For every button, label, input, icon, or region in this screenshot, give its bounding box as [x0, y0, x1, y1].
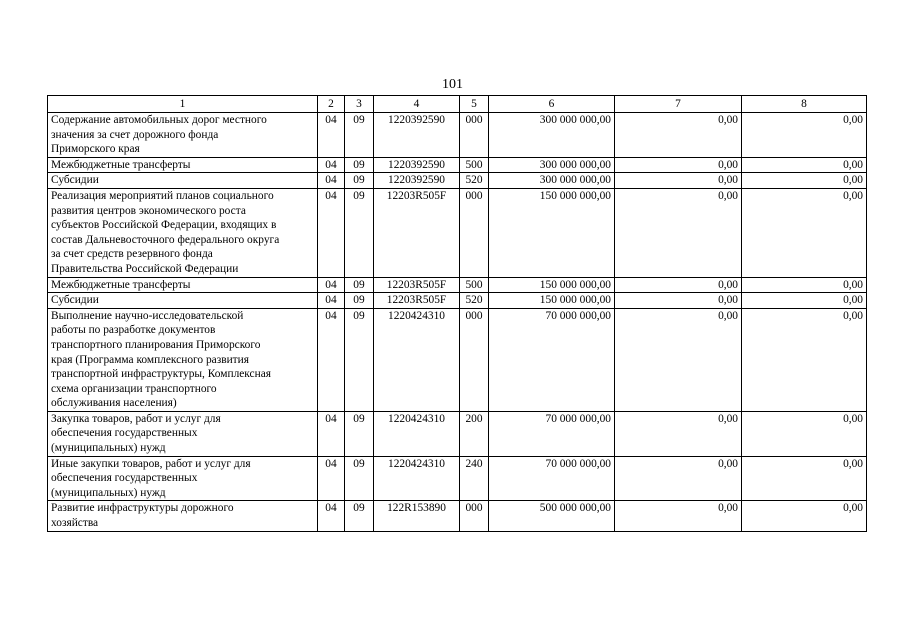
column-header: 3: [345, 96, 374, 113]
amount-cell: 0,00: [742, 501, 867, 531]
expense-type-cell: 240: [460, 456, 489, 501]
section-code-cell: 04: [318, 188, 345, 277]
target-article-cell: 1220392590: [374, 173, 460, 189]
amount-cell: 0,00: [742, 308, 867, 411]
subsection-code-cell: 09: [345, 293, 374, 309]
subsection-code-cell: 09: [345, 173, 374, 189]
target-article-cell: 12203R505F: [374, 277, 460, 293]
amount-cell: 0,00: [742, 456, 867, 501]
amount-cell: 0,00: [615, 411, 742, 456]
budget-table: [47, 95, 867, 532]
column-header: 6: [489, 96, 615, 113]
amount-cell: 300 000 000,00: [489, 113, 615, 158]
expense-type-cell: 000: [460, 501, 489, 531]
column-header: 2: [318, 96, 345, 113]
amount-cell: 0,00: [615, 293, 742, 309]
target-article-cell: 12203R505F: [374, 188, 460, 277]
amount-cell: 0,00: [742, 411, 867, 456]
amount-cell: 70 000 000,00: [489, 411, 615, 456]
target-article-cell: 1220392590: [374, 113, 460, 158]
table-body: [48, 113, 867, 532]
target-article-cell: 1220424310: [374, 411, 460, 456]
amount-cell: 70 000 000,00: [489, 308, 615, 411]
row-name-cell: Закупка товаров, работ и услуг для обеспечения государственных (муниципальных) нужд: [48, 411, 318, 456]
expense-type-cell: 520: [460, 293, 489, 309]
amount-cell: 0,00: [742, 113, 867, 158]
section-code-cell: 04: [318, 173, 345, 189]
row-name-cell: Содержание автомобильных дорог местного значения за счет дорожного фонда Приморского края: [48, 113, 318, 158]
column-header: 8: [742, 96, 867, 113]
column-header: 1: [48, 96, 318, 113]
expense-type-cell: 000: [460, 188, 489, 277]
subsection-code-cell: 09: [345, 113, 374, 158]
column-header: 4: [374, 96, 460, 113]
expense-type-cell: 200: [460, 411, 489, 456]
table-row: [48, 173, 867, 189]
amount-cell: 0,00: [615, 157, 742, 173]
expense-type-cell: 500: [460, 277, 489, 293]
amount-cell: 0,00: [615, 308, 742, 411]
table-row: [48, 501, 867, 531]
section-code-cell: 04: [318, 501, 345, 531]
amount-cell: 0,00: [742, 188, 867, 277]
amount-cell: 150 000 000,00: [489, 277, 615, 293]
target-article-cell: 1220392590: [374, 157, 460, 173]
amount-cell: 0,00: [615, 501, 742, 531]
amount-cell: 0,00: [615, 188, 742, 277]
row-name-cell: Субсидии: [48, 173, 318, 189]
section-code-cell: 04: [318, 293, 345, 309]
amount-cell: 0,00: [615, 277, 742, 293]
amount-cell: 300 000 000,00: [489, 157, 615, 173]
amount-cell: 70 000 000,00: [489, 456, 615, 501]
table-row: [48, 188, 867, 277]
column-header: 7: [615, 96, 742, 113]
section-code-cell: 04: [318, 456, 345, 501]
amount-cell: 0,00: [742, 293, 867, 309]
expense-type-cell: 000: [460, 113, 489, 158]
amount-cell: 300 000 000,00: [489, 173, 615, 189]
section-code-cell: 04: [318, 157, 345, 173]
table-row: [48, 411, 867, 456]
expense-type-cell: 500: [460, 157, 489, 173]
section-code-cell: 04: [318, 277, 345, 293]
row-name-cell: Реализация мероприятий планов социального развития центров экономического роста субъектов Российской Федерации, входящих в состав Дальневосточного федерального округа за счет средств резервного фонда Правительства Российской Федерации: [48, 188, 318, 277]
header-row: [48, 96, 867, 113]
row-name-cell: Субсидии: [48, 293, 318, 309]
row-name-cell: Иные закупки товаров, работ и услуг для обеспечения государственных (муниципальных) нужд: [48, 456, 318, 501]
amount-cell: 0,00: [742, 277, 867, 293]
subsection-code-cell: 09: [345, 277, 374, 293]
subsection-code-cell: 09: [345, 456, 374, 501]
amount-cell: 500 000 000,00: [489, 501, 615, 531]
subsection-code-cell: 09: [345, 157, 374, 173]
subsection-code-cell: 09: [345, 411, 374, 456]
amount-cell: 150 000 000,00: [489, 188, 615, 277]
amount-cell: 0,00: [742, 157, 867, 173]
target-article-cell: 1220424310: [374, 456, 460, 501]
table-row: [48, 456, 867, 501]
amount-cell: 0,00: [615, 113, 742, 158]
expense-type-cell: 000: [460, 308, 489, 411]
section-code-cell: 04: [318, 113, 345, 158]
subsection-code-cell: 09: [345, 188, 374, 277]
target-article-cell: 1220424310: [374, 308, 460, 411]
section-code-cell: 04: [318, 308, 345, 411]
section-code-cell: 04: [318, 411, 345, 456]
target-article-cell: 12203R505F: [374, 293, 460, 309]
row-name-cell: Межбюджетные трансферты: [48, 157, 318, 173]
amount-cell: 0,00: [615, 456, 742, 501]
row-name-cell: Развитие инфраструктуры дорожного хозяйства: [48, 501, 318, 531]
row-name-cell: Межбюджетные трансферты: [48, 277, 318, 293]
table-row: [48, 293, 867, 309]
subsection-code-cell: 09: [345, 501, 374, 531]
amount-cell: 0,00: [615, 173, 742, 189]
column-header: 5: [460, 96, 489, 113]
table-row: [48, 157, 867, 173]
subsection-code-cell: 09: [345, 308, 374, 411]
row-name-cell: Выполнение научно-исследовательской работы по разработке документов транспортного планирования Приморского края (Программа комплексного развития транспортной инфраструктуры, Комплексная схема организации транспортного обслуживания населения): [48, 308, 318, 411]
target-article-cell: 122R153890: [374, 501, 460, 531]
table-row: [48, 308, 867, 411]
amount-cell: 0,00: [742, 173, 867, 189]
table-row: [48, 113, 867, 158]
table-row: [48, 277, 867, 293]
expense-type-cell: 520: [460, 173, 489, 189]
amount-cell: 150 000 000,00: [489, 293, 615, 309]
page-number: 101: [442, 77, 463, 92]
